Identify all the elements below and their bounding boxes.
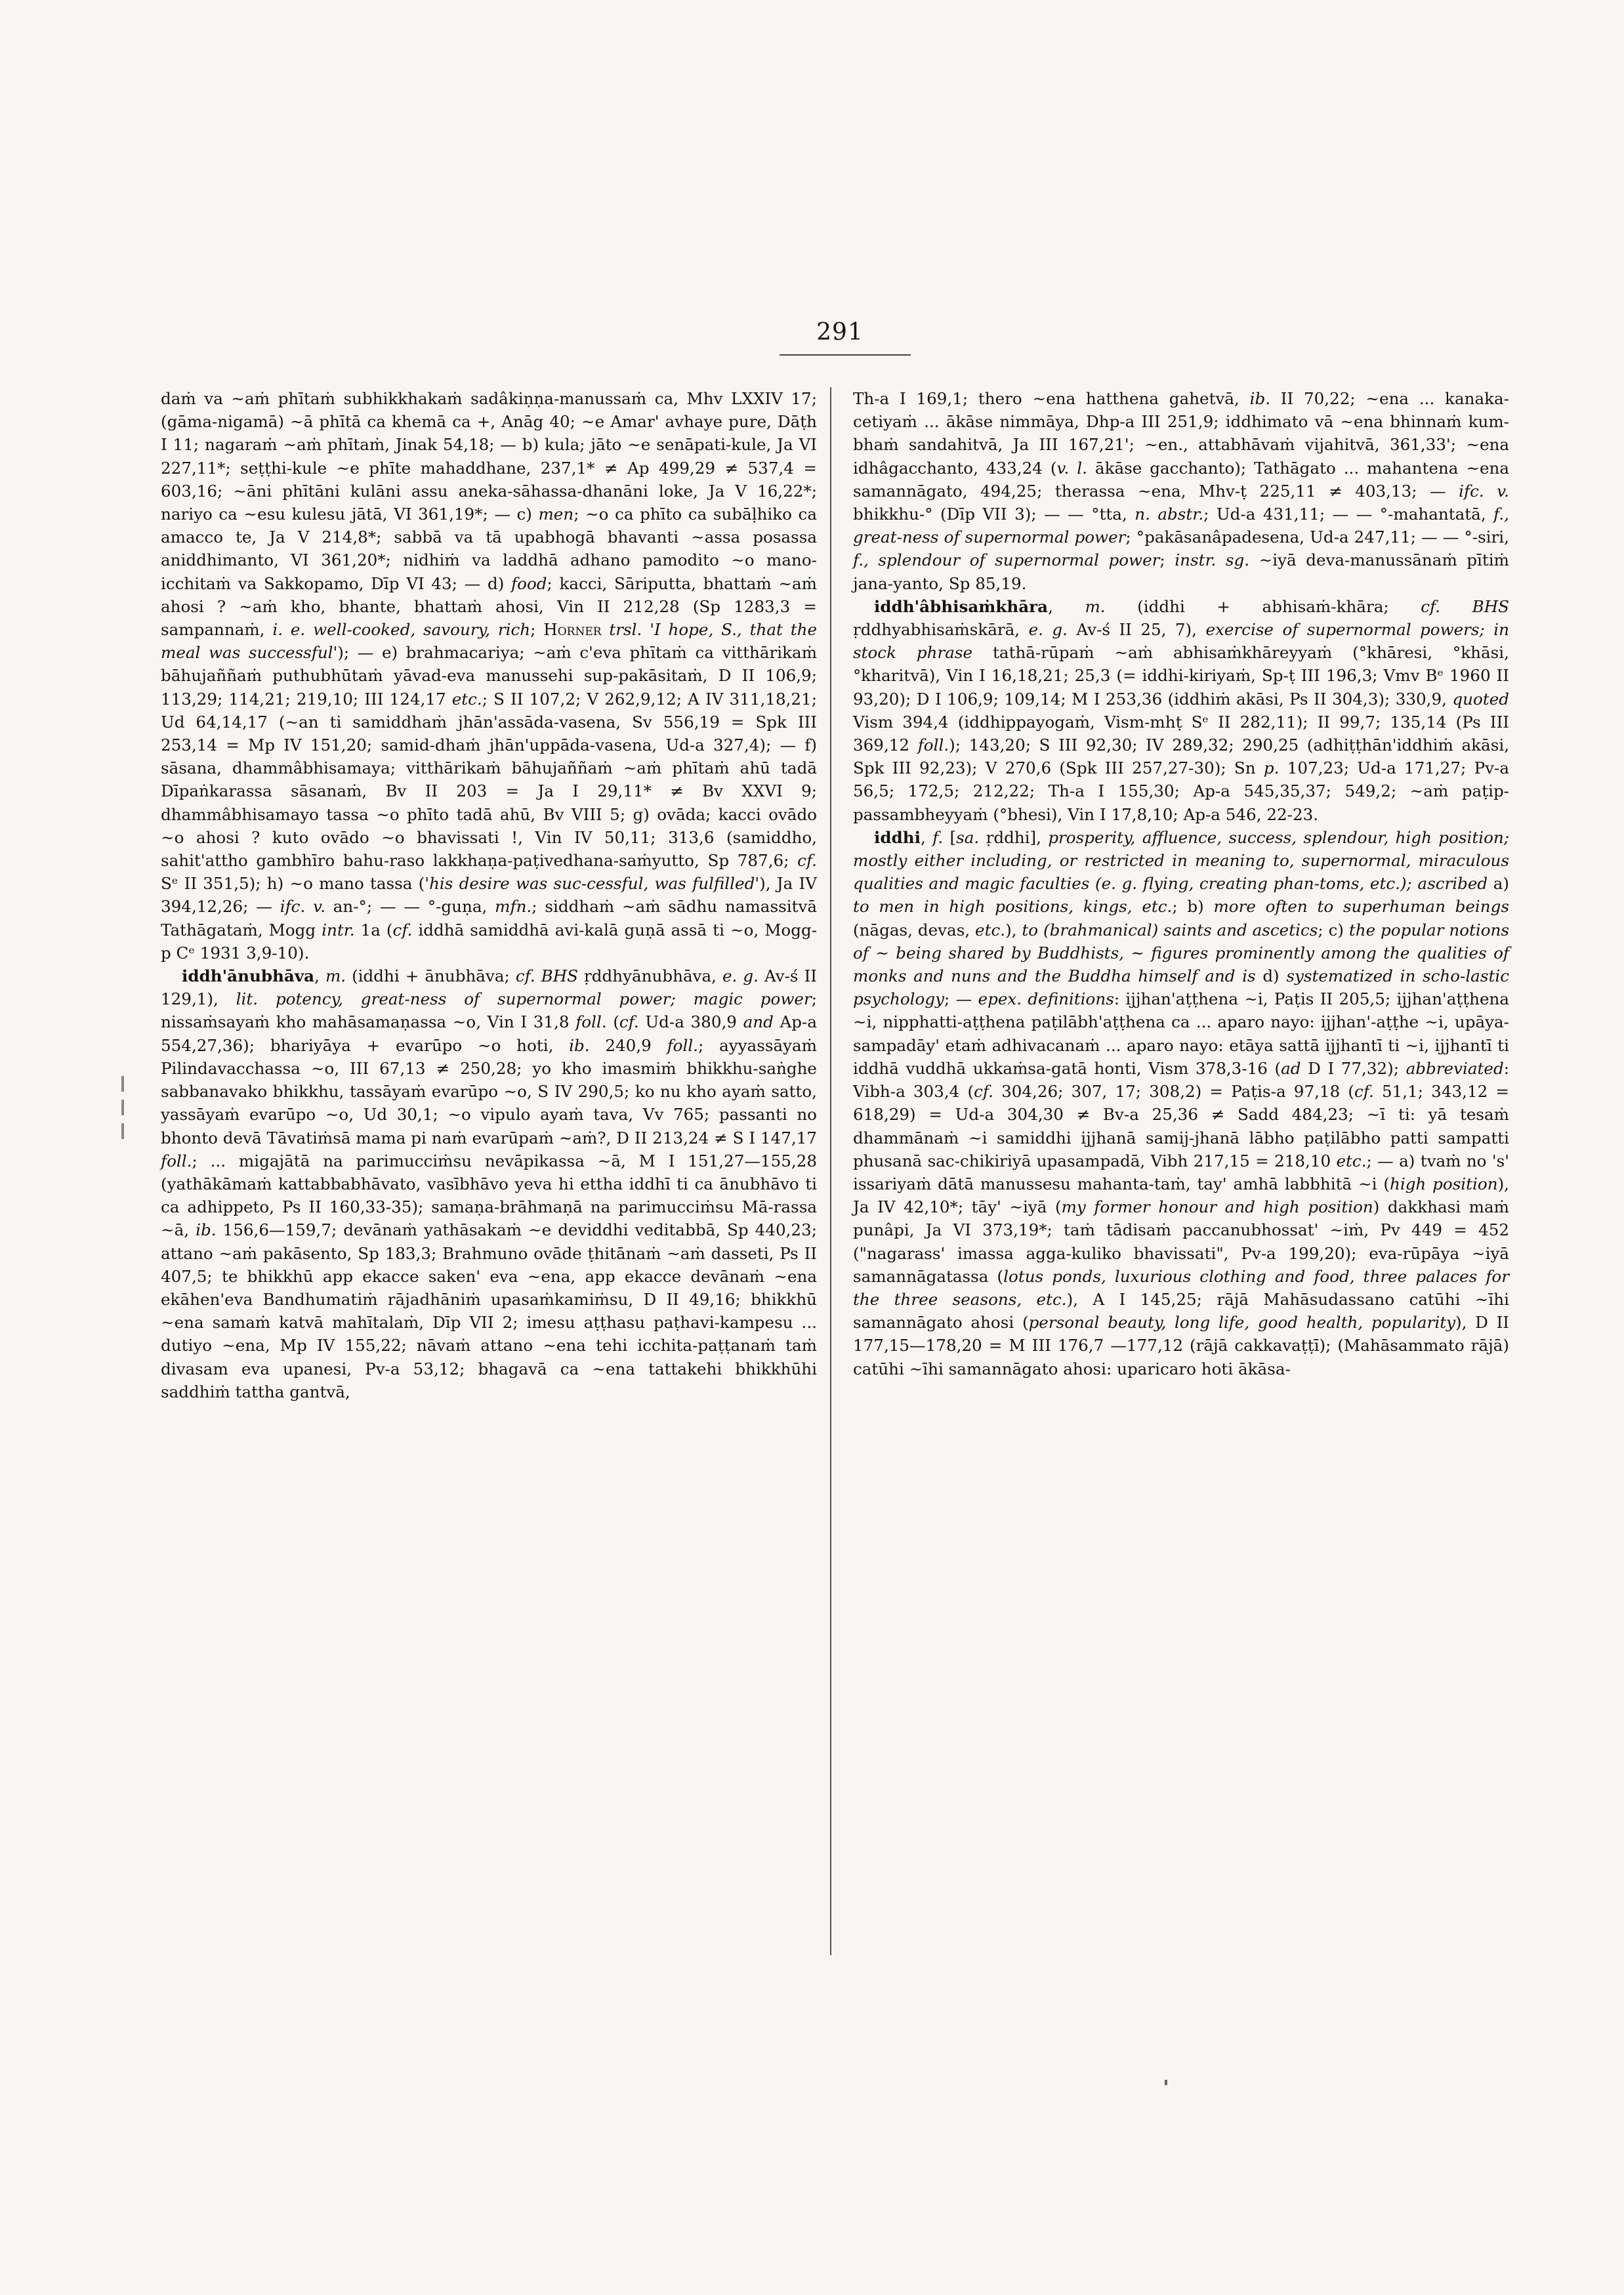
- italic-text-run: ad: [1281, 1058, 1301, 1078]
- column-divider: [830, 387, 831, 1955]
- italic-text-run: foll.: [917, 735, 949, 755]
- text-run: ṛddhi],: [979, 827, 1049, 847]
- italic-text-run: epex. definitions: [978, 989, 1114, 1009]
- text-run: bhikkhu-° (Dīp VII 3); — — °tta,: [853, 505, 1135, 524]
- text-run: tathā-rūpaṁ ~aṁ abhisaṁkhāreyyaṁ (°khāresi, °khāsi, °kharitvā), Vin I 16,18,21; 25,3 (= iddhi-kiriyaṁ, Sp-ṭ III 196,3; Vmv Bᵉ 1960 II 93,20); D I 106,9; 109,14; M I 253,36 (iddhiṁ akāsi, Ps II 304,3); 330,9,: [853, 643, 1509, 709]
- text-run: Av-ś II 129,1),: [161, 966, 817, 1009]
- text-run: ;: [1159, 550, 1175, 570]
- italic-text-run: my former honour and high position: [1061, 1197, 1373, 1217]
- italic-text-run: men: [538, 505, 574, 524]
- italic-text-run: cf.: [392, 920, 413, 940]
- text-run: : Vibh-a 303,4 (: [853, 1058, 1510, 1102]
- italic-text-run: etc.: [1336, 1151, 1367, 1170]
- text-run: ;: [530, 620, 544, 640]
- entry-continuation-phita: [161, 387, 817, 964]
- entry-continuation-iddhanubhava: [853, 387, 1509, 595]
- italic-text-run: e. g.: [1028, 620, 1068, 640]
- italic-text-run: prosperity, affluence, success, splendour, high position; mostly either including, or restricted in meaning to, supernormal, miraculous qualities and magic faculties (e. g. flying, creating phan-toms, etc.); ascribed: [853, 827, 1510, 894]
- italic-text-run: cf.: [619, 1012, 639, 1032]
- text-run: (nāgas, devas,: [853, 920, 976, 940]
- text-run: 156,6—159,7; devānaṁ yathāsakaṁ ~e deviddhi veditabbā, Sp 440,23; attano ~aṁ pakāsento, Sp 183,3; Brahmuno ovāde ṭhitānaṁ ~aṁ dasseti, Ps II 407,5; te bhikkhū app ekacce saken' eva ~ena, app ekacce devānaṁ ~ena ekāhen'eva Bandhumatiṁ rājadhāniṁ upasaṁkamiṁsu, D II 49,16; bhikkhū ~ena samaṁ katvā mahītalaṁ, Dīp VII 2; imesu aṭṭhasu paṭhavi-kampesu ... dutiyo ~ena, Mp IV 155,22; nāvaṁ attano ~ena tehi icchita-paṭṭanaṁ taṁ divasam eva upanesi, Pv-a 53,12; bhagavā ca ~ena tattakehi bhikkhūhi saddhiṁ tattha gantvā,: [161, 1220, 818, 1401]
- text-run: Sᵉ II 351,5); h) ~o mano tassa (': [161, 874, 430, 894]
- italic-text-run: m.: [1085, 596, 1106, 616]
- italic-text-run: his desire was suc-cessful, was fulfilled: [429, 874, 755, 894]
- italic-text-run: cf.: [1354, 1082, 1374, 1102]
- headword: iddh'âbhisaṁkhāra: [874, 596, 1049, 616]
- text-run: (: [606, 1012, 619, 1032]
- text-run: ; Ud-a 431,11; — — °-mahantatā,: [1203, 505, 1494, 524]
- italic-text-run: the popular notions of ~ being shared by Buddhists, ~ figures prominently among the qualities of monks and nuns and the Buddha himself and is: [853, 920, 1510, 986]
- text-run: ṛddhyānubhāva,: [578, 966, 722, 986]
- text-run: : ijjhan'aṭṭhena ~i, Paṭis II 205,5; ijjhan'aṭṭhena ~i, nipphatti-aṭṭhena paṭilābh'aṭṭhena ca ... aparo nayo: ijjhan'-aṭṭhe ~i, upāya-sampadāy' etaṁ adhivacanaṁ ... aparo nayo: etāya sattā ijjhantī ti ~i, ijjhantī ti iddhā vuddhā ukkaṁsa-gatā honti, Vism 378,3-16 (: [853, 989, 1510, 1078]
- text-run: ), Ja IV 42,10*; tāy' ~iyā (: [853, 1174, 1509, 1217]
- text-run: ,: [314, 966, 325, 986]
- italic-text-run: f.: [932, 827, 944, 847]
- text-run: ), D II 177,15—178,20 = M III 176,7 —177,12 (rājā cakkavaṭṭī); (Mahāsammato rājā) catūhi ~īhi samannāgato ahosi: uparicaro hoti ākāsa-: [853, 1313, 1510, 1378]
- text-run: ; ... migajātā na parimucciṁsu nevāpikassa ~ā, M I 151,27—155,28 (yathākāmaṁ kattabbabhāvato, vasībhāvo yeva hi ettha iddhī ti ca ānubhāvo ti ca adhippeto, Ps II 160,33-35); samaṇa-brāhmaṇā na parimucciṁsu Mā-rassa ~ā,: [161, 1151, 817, 1240]
- italic-text-run: quoted: [1452, 689, 1509, 709]
- italic-text-run: cf.: [974, 1082, 993, 1102]
- text-run: ; ayyassāyaṁ Pilindavacchassa ~o, III 67,13 ≠ 250,28; yo kho imasmiṁ bhikkhu-saṅghe sabbanavako bhikkhu, tassāyaṁ evarūpo ~o, S IV 290,5; ko nu kho ayaṁ satto, yassāyaṁ evarūpo ~o, Ud 30,1; ~o vipulo ayaṁ tava, Vv 765; passanti no bhonto devā Tāvatiṁsā mama pi naṁ evarūpaṁ ~aṁ?, D II 213,24 ≠ S I 147,17: [161, 1035, 818, 1148]
- text-run: an-°; — — °-guṇa,: [325, 897, 495, 917]
- text-run: ), A I 145,25; rājā Mahāsudassano catūhi ~īhi samannāgato ahosi (: [853, 1289, 1509, 1333]
- text-run: '), Ja IV 394,12,26; —: [161, 874, 817, 917]
- text-run: 304,26; 307, 17; 308,2) = Paṭis-a 97,18 (: [993, 1082, 1354, 1102]
- italic-text-run: e. g.: [722, 966, 759, 986]
- text-run: II 70,22; ~ena ... kanaka-cetiyaṁ ... ākāse nimmāya, Dhp-a III 251,9; iddhimato vā ~ena bhinnaṁ kum-bhaṁ sandahitvā, Ja III 167,21'; ~en., attabhāvaṁ vijahitvā, 361,33'; ~ena idhâgacchanto, 433,24 (: [853, 389, 1509, 478]
- italic-text-run: and: [743, 1012, 774, 1032]
- italic-text-run: foll.: [161, 1151, 192, 1170]
- text-run: Vism 394,4 (iddhippayogaṁ, Vism-mhṭ Sᵉ II 282,11); II 99,7; 135,14 (Ps III 369,12: [853, 712, 1509, 755]
- text-run: (iddhi + ānubhāva;: [346, 966, 516, 986]
- text-run: 1a (: [354, 920, 393, 940]
- text-run: ) dakkhasi maṁ punâpi, Ja VI 373,19*; taṁ tādisaṁ paccanubhossat' ~iṁ, Pv 449 = 452 ("nagarass' imassa agga-kuliko bhavissati", Pv-a 199,20); eva-rūpāya ~iyā samannāgatassa (: [853, 1197, 1509, 1286]
- italic-text-run: p.: [1263, 758, 1280, 778]
- text-run: ; c): [1318, 920, 1349, 940]
- text-run: a): [1488, 874, 1509, 894]
- text-run: ; °pakāsanâpadesena, Ud-a 247,11; — — °-siri,: [1125, 527, 1509, 547]
- text-run: ; b): [1172, 897, 1214, 917]
- italic-text-run: cf.: [797, 851, 817, 871]
- margin-mark: [121, 1123, 124, 1139]
- headword: iddh'ānubhāva: [182, 966, 315, 986]
- italic-text-run: instr. sg.: [1175, 550, 1250, 570]
- text-run: ~iyā deva-manussānaṁ pītiṁ jana-yanto, Sp 85,19.: [853, 550, 1509, 593]
- italic-text-run: to men in high positions, kings, etc.: [853, 897, 1173, 917]
- italic-text-run: abbreviated: [1405, 1058, 1504, 1078]
- italic-text-run: to (brahmanical) saints and ascetics: [1022, 920, 1318, 940]
- italic-text-run: etc.: [451, 689, 482, 709]
- margin-mark: [121, 1076, 124, 1092]
- text-run: d): [1255, 966, 1287, 986]
- text-run: ; kacci, Sāriputta, bhattaṁ ~aṁ ahosi ? ~aṁ kho, bhante, bhattaṁ ahosi, Vin II 212,28 (Sp 1283,3 = sampannaṁ,: [161, 573, 817, 640]
- entry-iddhanubhava: [161, 964, 817, 1403]
- italic-text-run: f., great-ness of supernormal power: [853, 505, 1509, 547]
- text-run: [: [943, 827, 957, 847]
- text-run: D I 77,32);: [1301, 1058, 1406, 1078]
- text-run: ),: [1005, 920, 1022, 940]
- text-run: [602, 620, 610, 639]
- italic-text-run: ib.: [196, 1220, 217, 1240]
- italic-text-run: v. l.: [1056, 458, 1087, 478]
- text-run: 107,23; Ud-a 171,27; Pv-a 56,5; 172,5; 212,22; Th-a I 155,30; Ap-a 545,35,37; 549,2; ~aṁ paṭip-passambheyyaṁ (°bhesi), Vin I 17,8,10; Ap-a 546, 22-23.: [853, 758, 1510, 824]
- author-name: Horner: [543, 620, 602, 640]
- entry-iddhabhisamkhara: [853, 595, 1509, 826]
- italic-text-run: foll.: [667, 1035, 699, 1055]
- text-run: 51,1; 343,12 = 618,29) = Ud-a 304,30 ≠ Bv-a 25,36 ≠ Sadd 484,23; ~ī ti: yā tesaṁ dhammānaṁ ~i samiddhi ijjhanā samij-jhanā lābho paṭilābho patti sampatti phusanā sac-chikiriyā upasampadā, Vibh 217,15 = 218,10: [853, 1082, 1510, 1170]
- italic-text-run: sa.: [956, 827, 980, 847]
- italic-text-run: ib.: [569, 1035, 590, 1055]
- margin-mark: [121, 1100, 124, 1115]
- italic-text-run: food: [511, 573, 547, 593]
- italic-text-run: f., splendour of supernormal power: [853, 550, 1160, 570]
- italic-text-run: lit. potency, great-ness of supernormal power; magic power: [236, 989, 812, 1009]
- italic-text-run: exercise of supernormal powers; in stock phrase: [853, 620, 1509, 663]
- italic-text-run: m.: [325, 966, 346, 986]
- italic-text-run: foll.: [575, 1012, 607, 1032]
- italic-text-run: mfn.: [495, 897, 532, 917]
- text-run: ,: [1048, 596, 1085, 616]
- text-run: Ud-a 380,9: [638, 1012, 743, 1032]
- text-run: Av-ś II 25, 7),: [1067, 620, 1206, 640]
- text-run: iddhā samiddhā avi-kalā guṇā assā ti ~o, Mogg-p Cᵉ 1931 3,9-10).: [161, 920, 818, 962]
- text-run: ; —: [944, 989, 978, 1009]
- italic-text-run: systematized in scho-lastic psychology: [853, 966, 1509, 1009]
- header-rule: [780, 354, 911, 356]
- text-run: ākāse gacchanto); Tathāgato ... mahantena ~ena samannāgato, 494,25; therassa ~ena, Mhv-ṭ 225,11 ≠ 403,13; —: [853, 458, 1510, 501]
- text-run: ṛddhyabhisaṁskārā,: [853, 620, 1029, 640]
- italic-text-run: n. abstr.: [1135, 505, 1204, 524]
- text-run: 240,9: [589, 1035, 667, 1055]
- italic-text-run: lotus ponds, luxurious clothing and food, three palaces for the three seasons, etc.: [853, 1266, 1509, 1309]
- text-run: Ap-a 554,27,36); bhariyāya + evarūpo ~o hoti,: [161, 1012, 817, 1055]
- italic-text-run: ib.: [1249, 389, 1271, 408]
- text-run: Th-a I 169,1; thero ~ena hatthena gahetvā,: [853, 389, 1250, 408]
- text-run: ; — a) tvaṁ no 's' issariyaṁ dātā manussesu mahanta-taṁ, tay' amhā labbhitā ~i (: [853, 1151, 1509, 1193]
- text-run: ,: [920, 827, 933, 847]
- italic-text-run: i. e. well-cooked, savoury, rich: [272, 620, 531, 640]
- text-run: ; nissaṁsayaṁ kho mahāsamaṇassa ~o, Vin I 31,8: [161, 989, 818, 1032]
- text-run: ; ~o ca phīto ca subāḷhiko ca amacco te, Ja V 214,8*; sabbā va tā upabhogā bhavanti ~assa posassa aniddhimanto, VI 361,20*; nidhiṁ va laddhā adhano pamodito ~o mano-icchitaṁ va Sakkopamo, Dīp VI 43; — d): [161, 505, 817, 593]
- italic-text-run: cf. BHS: [1421, 596, 1509, 616]
- left-column: [161, 387, 817, 1403]
- right-column: [853, 387, 1509, 1380]
- page-number: 291: [816, 319, 864, 346]
- text-run: ; S II 107,2; V 262,9,12; A IV 311,18,21; Ud 64,14,17 (~an ti samiddhaṁ jhān'assāda-vasena, Sv 556,19 = Spk III 253,14 = Mp IV 151,20; samid-dhaṁ jhān'uppāda-vasena, Ud-a 327,4); — f) sāsana, dhammâbhisamaya; vitthārikaṁ bāhujaññaṁ ~aṁ phītaṁ ahū tadā Dīpaṅkarassa sāsanaṁ, Bv II 203 = Ja I 29,11* ≠ Bv XXVI 9; dhammâbhisamayo tassa ~o phīto tadā ahū, Bv VIII 5; g) ovāda; kacci ovādo ~o ahosi ? kuto ovādo ~o bhavissati !, Vin IV 50,11; 313,6 (samiddho, sahit'attho gambhīro bahu-raso lakkhaṇa-paṭivedhana-saṁyutto, Sp 787,6;: [161, 689, 817, 871]
- text-run: (iddhi + abhisaṁ-khāra;: [1105, 596, 1421, 616]
- text-run: daṁ va ~aṁ phītaṁ subhikkhakaṁ sadâkiṇṇa-manussaṁ ca, Mhv LXXIV 17; (gāma-nigamā) ~ā phītā ca khemā ca +, Anāg 40; ~e Amar' avhaye pure, Dāṭh I 11; nagaraṁ ~aṁ phītaṁ, Jinak 54,18; — b) kula; jāto ~e senāpati-kule, Ja VI 227,11*; seṭṭhi-kule ~e phīte mahaddhane, 237,1* ≠ Ap 499,29 ≠ 537,4 = 603,16; ~āni phītāni kulāni assu aneka-sāhassa-dhanāni loke, Ja V 16,22*; nariyo ca ~esu kulesu jātā, VI 361,19*; — c): [161, 389, 817, 524]
- italic-text-run: ifc. v.: [1459, 481, 1509, 501]
- italic-text-run: more often to superhuman beings: [1213, 897, 1509, 917]
- text-run: ); — e) brahmacariya; ~aṁ c'eva phītaṁ ca vitthārikaṁ bāhujaññaṁ puthubhūtaṁ yāvad-eva manussehi sup-pakāsitaṁ, D II 106,9; 113,29; 114,21; 219,10; III 124,17: [161, 643, 818, 709]
- italic-text-run: etc.: [975, 920, 1006, 940]
- text-run: ); 143,20; S III 92,30; IV 289,32; 290,25 (adhiṭṭhān'iddhiṁ akāsi, Spk III 92,23); V 270,6 (Spk III 257,27-30); Sn: [853, 735, 1510, 778]
- italic-text-run: personal beauty, long life, good health, popularity: [1028, 1313, 1455, 1333]
- text-run: ; siddhaṁ ~aṁ sādhu namassitvā Tathāgataṁ, Mogg: [161, 897, 818, 940]
- italic-text-run: intr.: [322, 920, 355, 940]
- italic-text-run: cf. BHS: [515, 966, 579, 986]
- headword: iddhi: [874, 827, 921, 847]
- italic-text-run: trsl. 'I hope, S., that the meal was successful': [161, 620, 817, 663]
- entry-iddhi: [853, 826, 1509, 1380]
- italic-text-run: high position: [1389, 1174, 1498, 1193]
- scan-speck: [1165, 2080, 1167, 2085]
- italic-text-run: ifc. v.: [280, 897, 325, 917]
